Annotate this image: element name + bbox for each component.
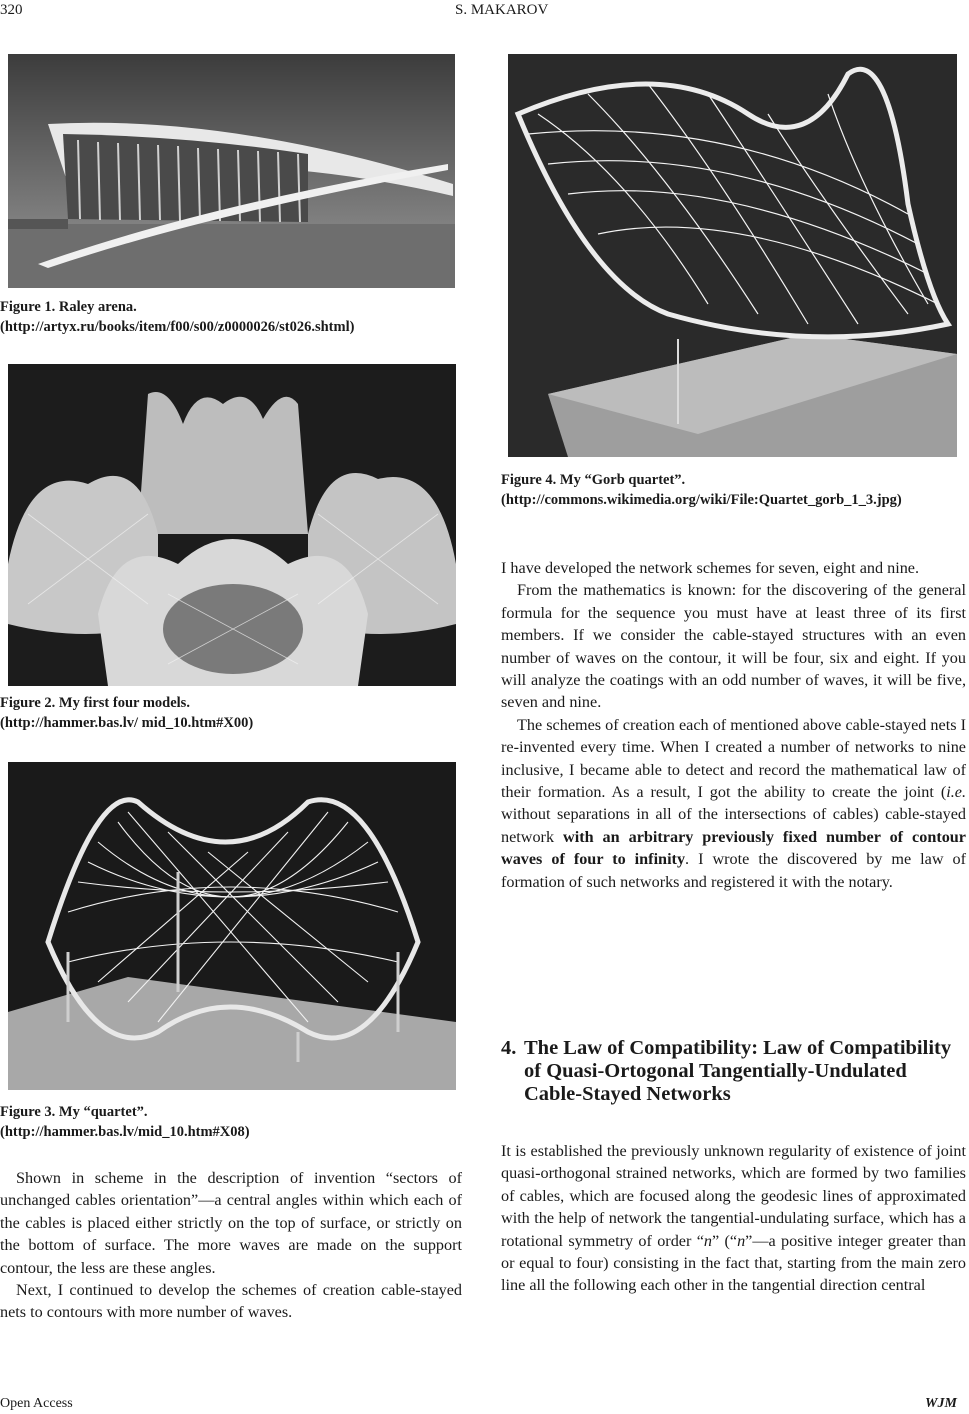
- text-run: without separations in all of the intersections of cables) cable-stayed network: [501, 805, 966, 846]
- figure-2-source: (http://hammer.bas.lv/ mid_10.htm#X00): [0, 715, 254, 731]
- figure-3-image: [8, 762, 456, 1090]
- paragraph: [501, 714, 966, 893]
- figure-3-caption: [0, 1102, 460, 1142]
- figure-1-caption: [0, 297, 460, 337]
- text-run-italic: n: [737, 1231, 746, 1250]
- paragraph: I have developed the network schemes for seven, eight and nine.: [501, 559, 920, 577]
- paragraph: Next, I continued to develop the schemes of creation cable-stayed nets to contours with more number of waves.: [0, 1281, 462, 1322]
- left-body-text: [0, 1167, 462, 1324]
- text-run: ”—a positive integer greater than or equal to four) consisting in the fact that, starting from the main zero line all the following each other in the tangential direction central: [501, 1231, 966, 1295]
- paragraph: Shown in scheme in the description of invention “sectors of unchanged cables orientation”—a central angles within which each of the cables is placed either strictly on the top of surface, or strictly on the bottom of surface. The more waves are made on the support contour, the less are these angles.: [0, 1169, 462, 1277]
- figure-2-caption: [0, 693, 460, 733]
- figure-3-source: (http://hammer.bas.lv/mid_10.htm#X08): [0, 1124, 250, 1140]
- paragraph: [501, 1140, 966, 1297]
- text-run-italic: i.e.: [946, 783, 966, 802]
- footer-journal-abbrev: WJM: [925, 1396, 957, 1411]
- text-run: The schemes of creation each of mentioned above cable-stayed nets I re-invented every time. When I created a number of networks to nine inclusive, I became able to detect and record the mathematical law of their formation. As a result, I got the ability to create the joint (: [501, 715, 966, 802]
- text-run-bold: with an arbitrary previously fixed number of contour waves of four to infinity: [501, 827, 966, 869]
- figure-1-title: Figure 1. Raley arena.: [0, 299, 137, 315]
- right-body-text-section: [501, 1140, 966, 1297]
- text-run: . I wrote the discovered by me law of formation of such networks and registered it with the notary.: [501, 850, 966, 891]
- figure-4-source: (http://commons.wikimedia.org/wiki/File:Quartet_gorb_1_3.jpg): [501, 492, 902, 508]
- text-run: It is established the previously unknown regularity of existence of joint quasi-orthogonal strained networks, which are formed by two families of cables, which are focused along the geodesic lines of approximated with the help of network the tangential-undulating surface, which has a rotational symmetry of order “: [501, 1142, 966, 1250]
- section-heading: [501, 1037, 966, 1106]
- figure-3-title: Figure 3. My “quartet”.: [0, 1104, 148, 1120]
- text-run: ” (“: [711, 1231, 738, 1250]
- footer-open-access: Open Access: [0, 1396, 73, 1411]
- figure-2-image: [8, 364, 456, 686]
- figure-4-title: Figure 4. My “Gorb quartet”.: [501, 472, 686, 488]
- figure-4-image: [508, 54, 957, 457]
- running-header-author: S. MAKAROV: [455, 2, 549, 18]
- paragraph: From the mathematics is known: for the discovering of the general formula for the sequence you must have at least three of its first members. If we consider the cable-stayed structures with an even number of waves on the contour, it will be four, six and eight. If you will analyze the coatings with an odd number of waves, it will be five, seven and nine.: [501, 581, 966, 712]
- section-title: The Law of Compatibility: Law of Compatibility of Quasi-Ortogonal Tangentially-Undulated Cable-Stayed Networks: [524, 1037, 952, 1105]
- figure-2-title: Figure 2. My first four models.: [0, 695, 190, 711]
- figure-1-source: (http://artyx.ru/books/item/f00/s00/z0000026/st026.shtml): [0, 319, 355, 335]
- right-body-text: [501, 557, 966, 893]
- section-number: 4.: [501, 1037, 517, 1059]
- figure-4-caption: [501, 470, 967, 510]
- text-run-italic: n: [703, 1231, 712, 1250]
- figure-1-image: [8, 54, 455, 288]
- page-number: 320: [0, 2, 23, 18]
